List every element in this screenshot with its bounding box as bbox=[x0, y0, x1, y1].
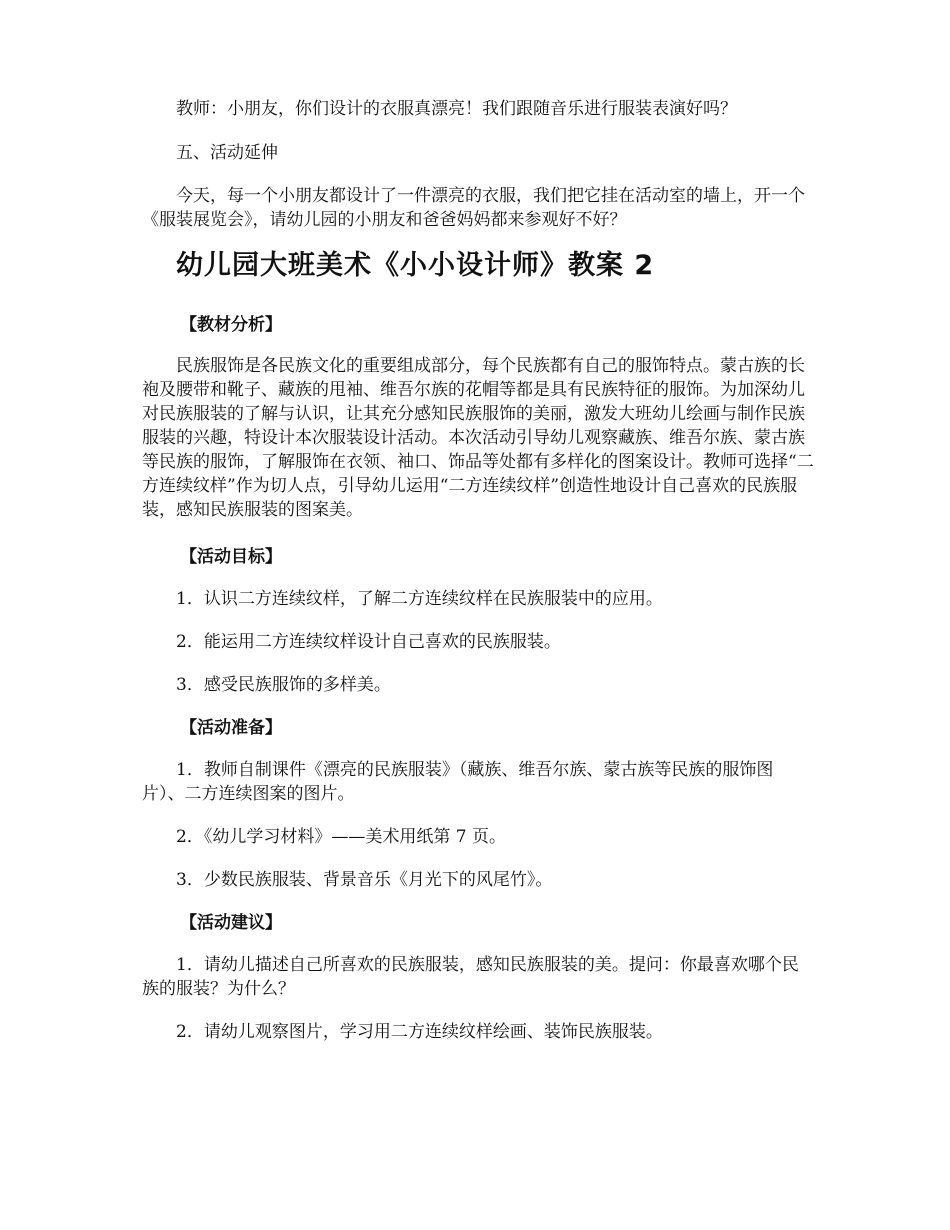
section-heading-analysis: 【教材分析】 bbox=[180, 315, 282, 335]
intro-section-heading: 五、活动延伸 bbox=[176, 143, 278, 163]
lesson-plan-title: 幼儿园大班美术《小小设计师》教案 2 bbox=[176, 250, 655, 281]
preparation-item: 2．《幼儿学习材料》——美术用纸第 7 页。 bbox=[176, 827, 506, 847]
goal-item: 3．感受民族服饰的多样美。 bbox=[176, 675, 391, 695]
goal-item: 2．能运用二方连续纹样设计自己喜欢的民族服装。 bbox=[176, 632, 561, 652]
section-heading-goals: 【活动目标】 bbox=[180, 547, 282, 567]
goal-item: 1．认识二方连续纹样，了解二方连续纹样在民族服装中的应用。 bbox=[176, 589, 663, 609]
intro-paragraph-extension: 今天，每一个小朋友都设计了一件漂亮的衣服，我们把它挂在活动室的墙上，开一个《服装展览会》，请幼儿园的小朋友和爸爸妈妈都来参观好不好？ bbox=[142, 186, 805, 230]
suggestion-item: 2．请幼儿观察图片，学习用二方连续纹样绘画、装饰民族服装。 bbox=[176, 1022, 663, 1042]
analysis-paragraph: 民族服饰是各民族文化的重要组成部分，每个民族都有自己的服饰特点。蒙古族的长袍及腰带和靴子、藏族的甩袖、维吾尔族的花帽等都是具有民族特征的服饰。为加深幼儿对民族服装的了解与认识，让其充分感知民族服饰的美丽，激发大班幼儿绘画与制作民族服装的兴趣，特设计本次服装设计活动。本次活动引导幼儿观察藏族、维吾尔族、蒙古族等民族的服饰，了解服饰在衣领、袖口、饰品等处都有多样化的图案设计。教师可选择“二方连续纹样”作为切人点，引导幼儿运用“二方连续纹样”创造性地设计自己喜欢的民族服装，感知民族服装的图案美。 bbox=[142, 356, 814, 520]
section-heading-preparation: 【活动准备】 bbox=[180, 718, 282, 738]
preparation-item: 3．少数民族服装、背景音乐《月光下的风尾竹》。 bbox=[176, 870, 553, 890]
suggestion-item: 1．请幼儿描述自己所喜欢的民族服装，感知民族服装的美。提问：你最喜欢哪个民族的服装？为什么？ bbox=[142, 955, 799, 999]
intro-paragraph-teacher: 教师：小朋友，你们设计的衣服真漂亮！我们跟随音乐进行服装表演好吗？ bbox=[176, 99, 737, 119]
section-heading-suggestions: 【活动建议】 bbox=[180, 913, 282, 933]
preparation-item: 1．教师自制课件《漂亮的民族服装》（藏族、维吾尔族、蒙古族等民族的服饰图片）、二方连续图案的图片。 bbox=[142, 760, 774, 804]
